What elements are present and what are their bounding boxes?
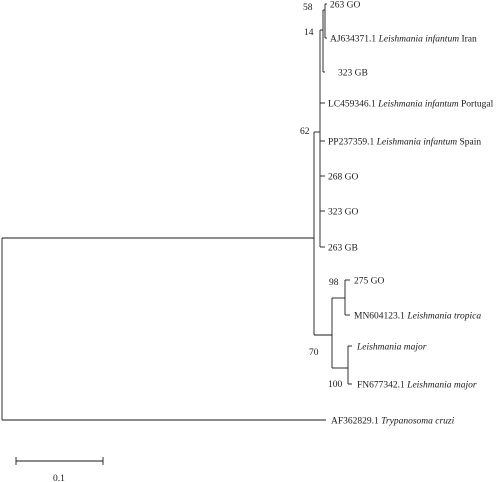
scale-bar: [16, 457, 103, 482]
bootstrap-value: 100: [328, 380, 343, 390]
leaf-label: Leishmania major: [357, 342, 427, 353]
bootstrap-value: 58: [303, 3, 313, 13]
leaf-label: FN677342.1 Leishmania major: [357, 380, 477, 391]
leaf-label: 263 GB: [328, 243, 358, 254]
leaf-label: MN604123.1 Leishmania tropica: [354, 311, 482, 322]
bootstrap-value: 62: [300, 127, 310, 137]
bootstrap-value: 14: [304, 28, 314, 38]
tree-branches: [2, 4, 352, 420]
leaf-label: 275 GO: [354, 276, 385, 287]
leaf-label: AF362829.1 Trypanosoma cruzi: [331, 416, 455, 427]
leaf-label: 323 GB: [338, 68, 368, 79]
bootstrap-values: [300, 3, 343, 390]
leaf-label: 323 GO: [328, 207, 359, 218]
scale-bar-label: 0.1: [53, 474, 65, 482]
leaf-label: 268 GO: [328, 172, 359, 183]
bootstrap-value: 70: [309, 348, 319, 358]
leaf-label: LC459346.1 Leishmania infantum Portugal: [328, 99, 494, 110]
leaf-label: 263 GO: [330, 0, 361, 11]
leaf-label: AJ634371.1 Leishmania infantum Iran: [330, 34, 477, 45]
leaf-labels: [328, 1, 494, 427]
bootstrap-value: 98: [329, 278, 339, 288]
leaf-label: PP237359.1 Leishmania infantum Spain: [328, 137, 482, 148]
